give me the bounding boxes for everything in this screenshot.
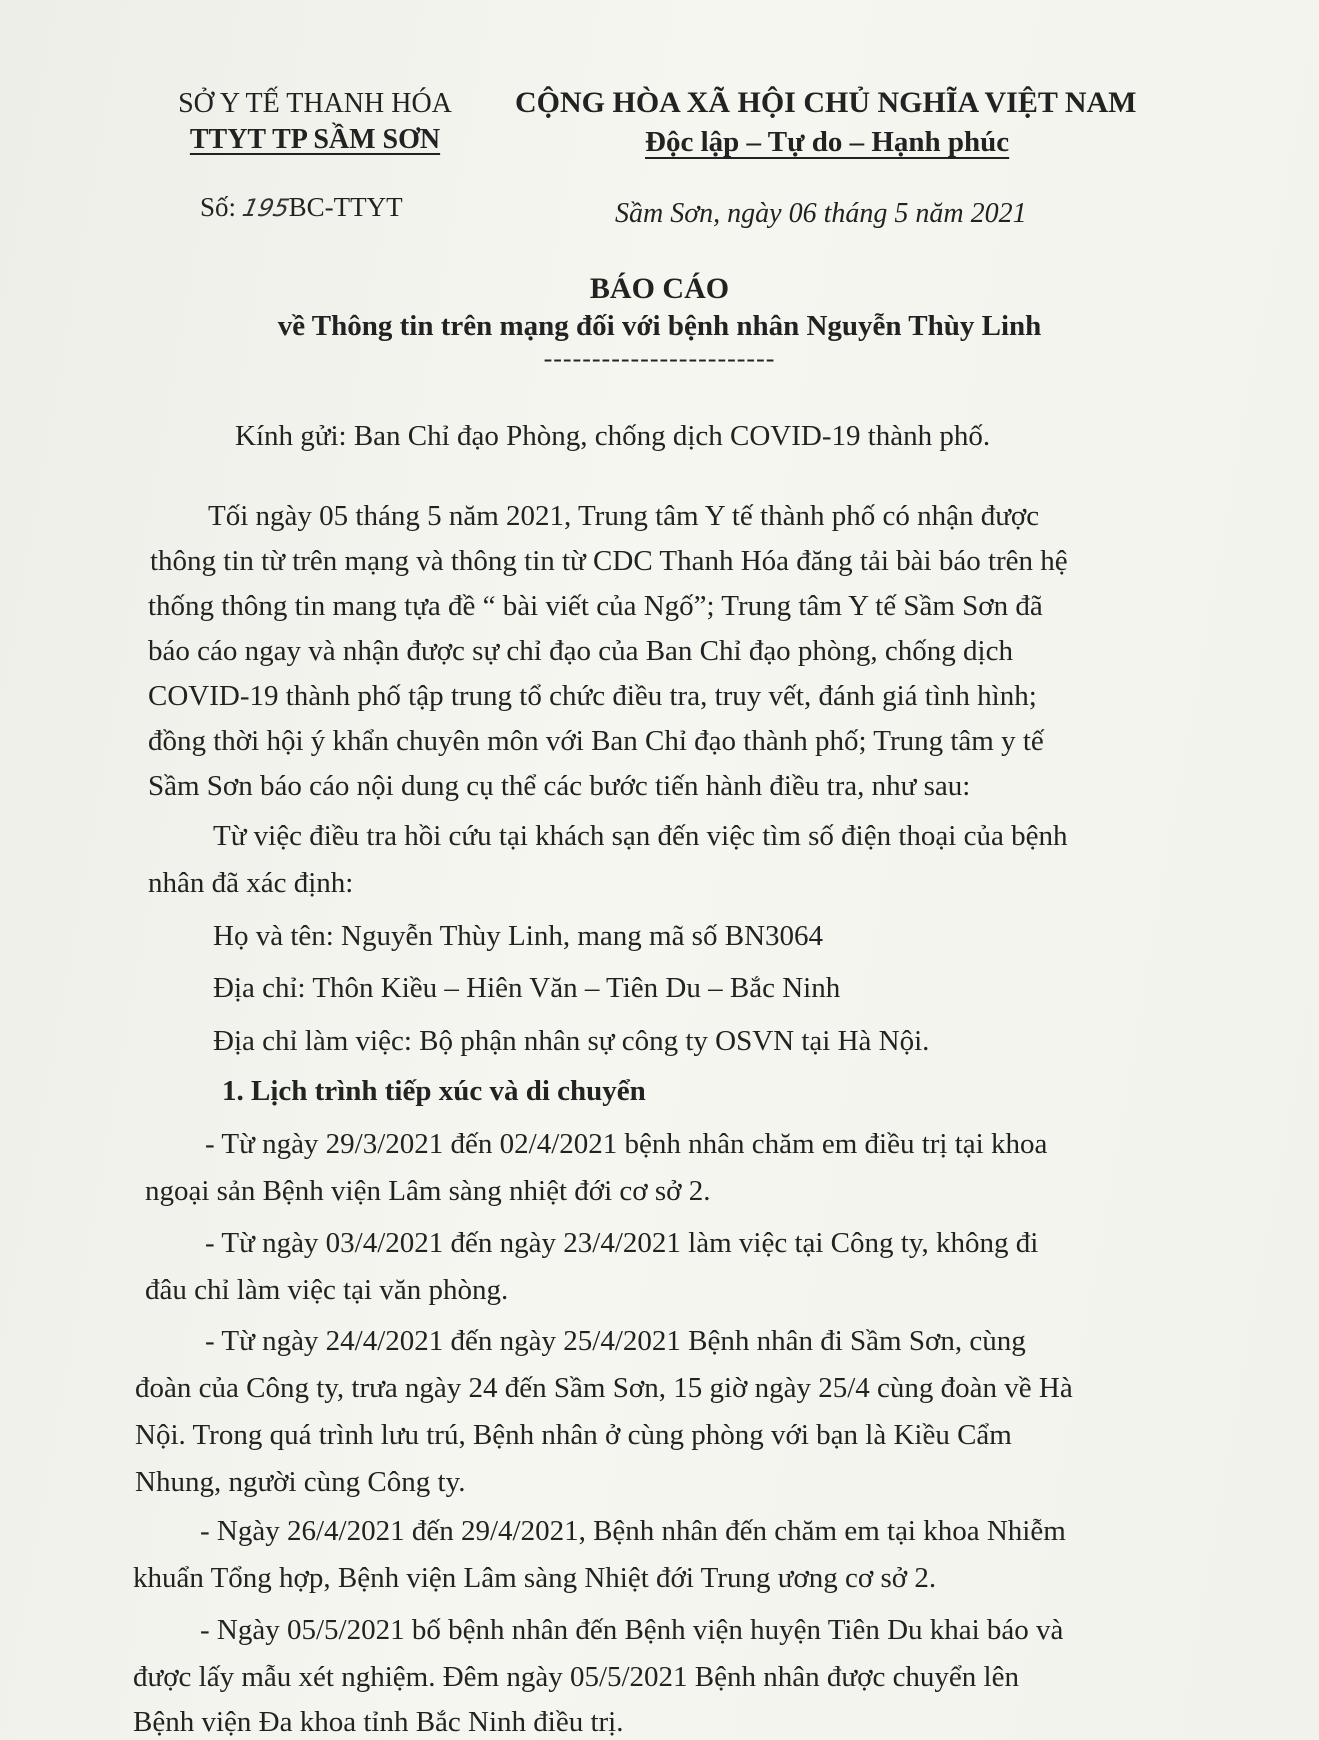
schedule-item-line: - Từ ngày 29/3/2021 đến 02/4/2021 bệnh nhân chăm em điều trị tại khoa <box>205 1128 1048 1160</box>
motto: Độc lập – Tự do – Hạnh phúc <box>645 126 1010 158</box>
schedule-item-line: - Từ ngày 24/4/2021 đến ngày 25/4/2021 Bệnh nhân đi Sầm Sơn, cùng <box>205 1325 1026 1357</box>
schedule-item-line: khuẩn Tổng hợp, Bệnh viện Lâm sàng Nhiệt đới Trung ương cơ sở 2. <box>133 1562 937 1594</box>
recipient: Kính gửi: Ban Chỉ đạo Phòng, chống dịch COVID-19 thành phố. <box>235 420 991 452</box>
agency-line2: TTYT TP SẦM SƠN <box>189 124 441 155</box>
intro-line: COVID-19 thành phố tập trung tổ chức điều tra, truy vết, đánh giá tình hình; <box>148 680 1037 712</box>
intro-line: đồng thời hội ý khẩn chuyên môn với Ban Chỉ đạo thành phố; Trung tâm y tế <box>148 725 1044 757</box>
patient-address: Địa chỉ: Thôn Kiều – Hiên Văn – Tiên Du – Bắc Ninh <box>213 972 841 1004</box>
republic-title: CỘNG HÒA XÃ HỘI CHỦ NGHĨA VIỆT NAM <box>515 86 1137 119</box>
patient-name: Họ và tên: Nguyễn Thùy Linh, mang mã số BN3064 <box>213 920 824 952</box>
place-date: Sầm Sơn, ngày 06 tháng 5 năm 2021 <box>615 198 1027 229</box>
investigation-line: nhân đã xác định: <box>148 867 354 899</box>
agency-line1: SỞ Y TẾ THANH HÓA <box>178 88 452 119</box>
investigation-line: Từ việc điều tra hồi cứu tại khách sạn đến việc tìm số điện thoại của bệnh <box>213 820 1068 852</box>
doc-number <box>200 192 403 223</box>
schedule-item-line: được lấy mẫu xét nghiệm. Đêm ngày 05/5/2021 Bệnh nhân được chuyển lên <box>133 1661 1019 1693</box>
title-divider: ------------------------ <box>543 344 776 373</box>
schedule-item-line: - Từ ngày 03/4/2021 đến ngày 23/4/2021 làm việc tại Công ty, không đi <box>205 1227 1039 1259</box>
schedule-item-line: Nhung, người cùng Công ty. <box>135 1466 466 1498</box>
doc-number-handwritten: 195 <box>239 194 292 222</box>
schedule-item-line: ngoại sản Bệnh viện Lâm sàng nhiệt đới cơ sở 2. <box>145 1175 711 1207</box>
section-1-title: 1. Lịch trình tiếp xúc và di chuyển <box>222 1075 646 1107</box>
report-title: BÁO CÁO <box>589 272 730 305</box>
intro-line: Sầm Sơn báo cáo nội dung cụ thể các bước tiến hành điều tra, như sau: <box>148 770 971 802</box>
schedule-item-line: đâu chỉ làm việc tại văn phòng. <box>145 1274 509 1306</box>
intro-line: báo cáo ngay và nhận được sự chỉ đạo của Ban Chỉ đạo phòng, chống dịch <box>148 635 1013 667</box>
patient-work-address: Địa chỉ làm việc: Bộ phận nhân sự công ty OSVN tại Hà Nội. <box>213 1025 930 1057</box>
intro-line: thông tin từ trên mạng và thông tin từ CDC Thanh Hóa đăng tải bài báo trên hệ <box>150 545 1068 577</box>
intro-line: Tối ngày 05 tháng 5 năm 2021, Trung tâm Y tế thành phố có nhận được <box>208 500 1040 532</box>
schedule-item-line: - Ngày 26/4/2021 đến 29/4/2021, Bệnh nhân đến chăm em tại khoa Nhiễm <box>200 1515 1066 1547</box>
doc-number-prefix: Số: <box>200 192 237 222</box>
schedule-item-line: Bệnh viện Đa khoa tỉnh Bắc Ninh điều trị. <box>133 1706 624 1738</box>
schedule-item-line: Nội. Trong quá trình lưu trú, Bệnh nhân ở cùng phòng với bạn là Kiều Cẩm <box>135 1419 1012 1451</box>
doc-number-suffix: BC-TTYT <box>288 192 403 222</box>
schedule-item-line: đoàn của Công ty, trưa ngày 24 đến Sầm Sơn, 15 giờ ngày 25/4 cùng đoàn về Hà <box>135 1372 1073 1404</box>
intro-line: thống thông tin mang tựa đề “ bài viết của Ngố”; Trung tâm Y tế Sầm Sơn đã <box>148 590 1043 622</box>
schedule-item-line: - Ngày 05/5/2021 bố bệnh nhân đến Bệnh viện huyện Tiên Du khai báo và <box>200 1614 1064 1646</box>
report-subtitle: về Thông tin trên mạng đối với bệnh nhân Nguyễn Thùy Linh <box>277 310 1042 342</box>
